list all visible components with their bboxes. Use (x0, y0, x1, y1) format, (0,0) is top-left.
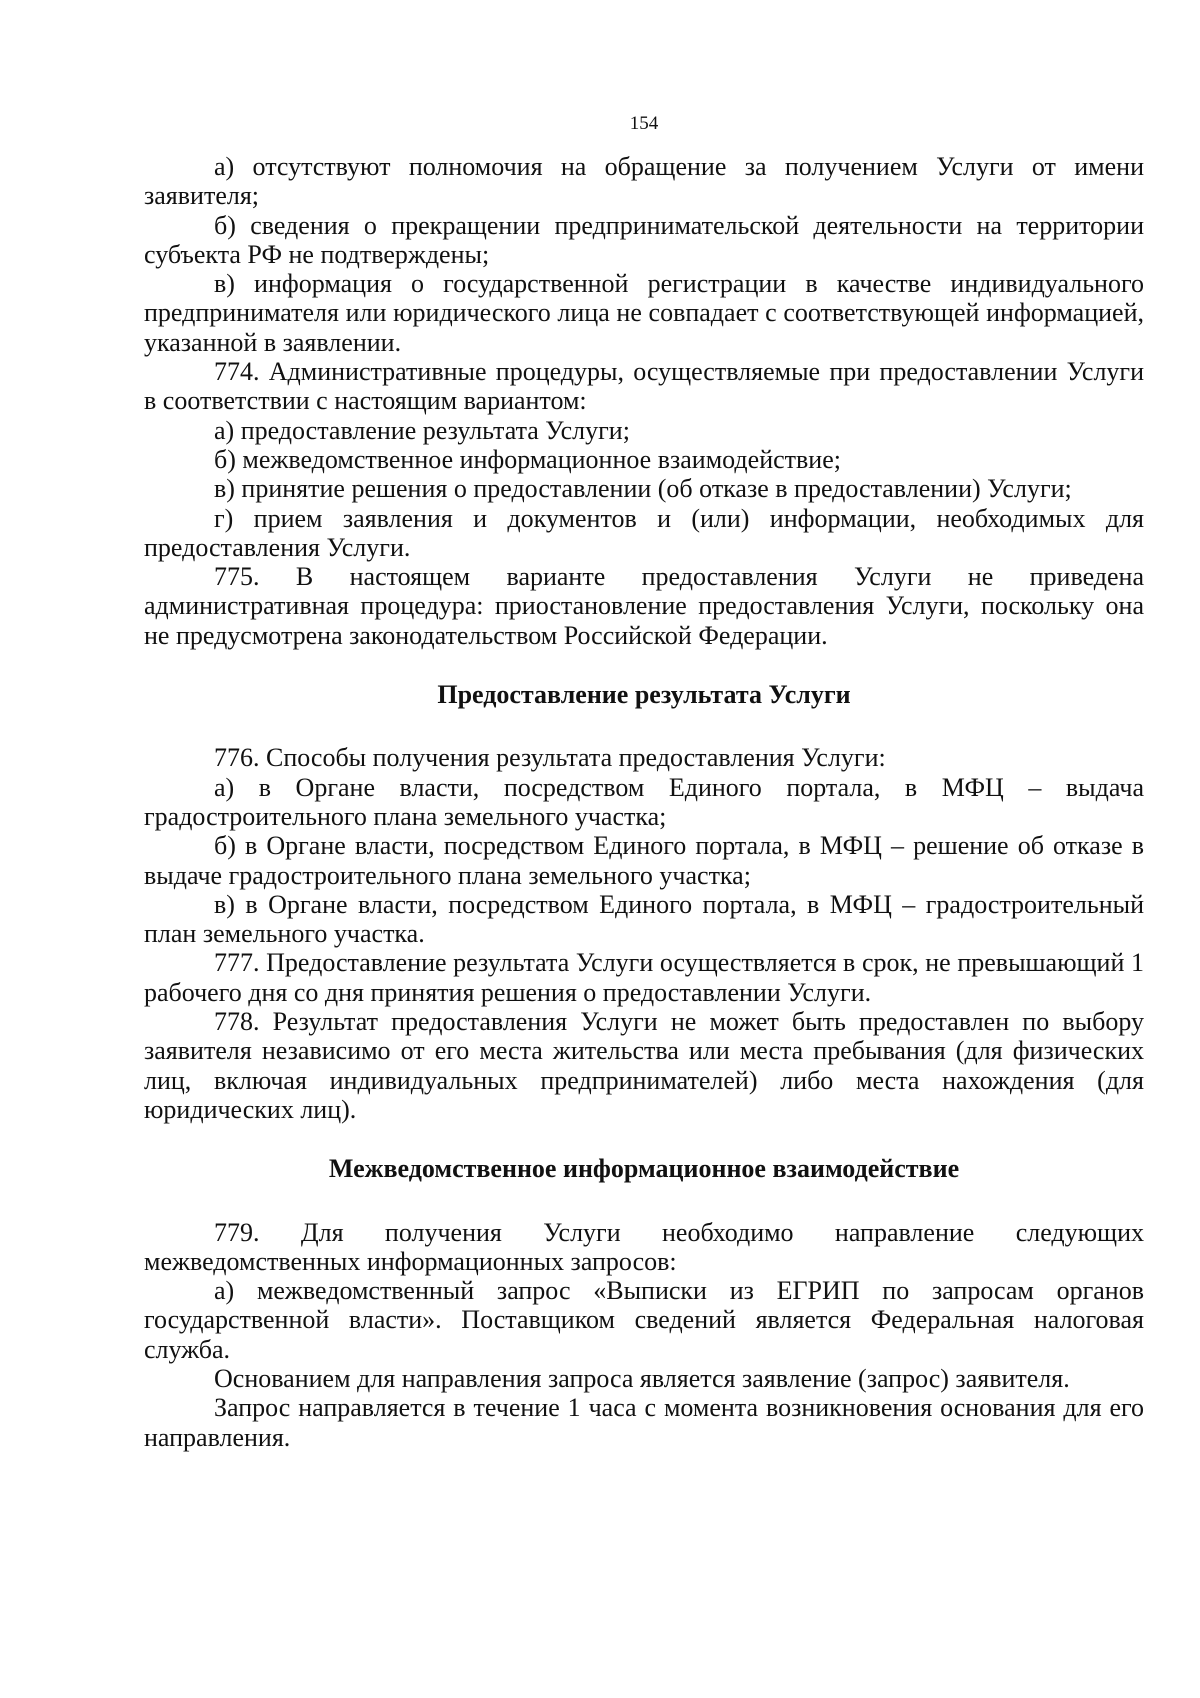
paragraph: а) межведомственный запрос «Выписки из ЕГРИП по запросам органов государственной власти». Поставщиком сведений является Федеральная налоговая служба. (144, 1276, 1144, 1364)
page-number: 154 (629, 113, 659, 134)
paragraph: 778. Результат предоставления Услуги не может быть предоставлен по выбору заявителя независимо от его места жительства или места пребывания (для физических лиц, включая индивидуальных предпринимателей) либо места нахождения (для юридических лиц). (144, 1007, 1144, 1124)
paragraph: б) межведомственное информационное взаимодействие; (214, 444, 841, 474)
paragraph: а) предоставление результата Услуги; (214, 415, 630, 445)
paragraph: 774. Административные процедуры, осуществляемые при предоставлении Услуги в соответствии с настоящим вариантом: (144, 357, 1144, 416)
paragraph: а) отсутствуют полномочия на обращение за получением Услуги от имени заявителя; (144, 152, 1144, 211)
paragraph: г) прием заявления и документов и (или) информации, необходимых для предоставления Услуги. (144, 503, 1144, 562)
paragraph: 779. Для получения Услуги необходимо направление следующих межведомственных информационных запросов: (144, 1217, 1144, 1276)
paragraph: в) принятие решения о предоставлении (об отказе в предоставлении) Услуги; (214, 474, 1072, 504)
paragraph: в) в Органе власти, посредством Единого портала, в МФЦ – градостроительный план земельного участка. (144, 889, 1144, 949)
section-interagency (144, 1218, 1144, 1452)
paragraph: б) сведения о прекращении предпринимательской деятельности на территории субъекта РФ не подтверждены; (144, 210, 1144, 269)
paragraph: в) информация о государственной регистрации в качестве индивидуального предпринимателя или юридического лица не совпадает с соответствующей информацией, указанной в заявлении. (144, 269, 1144, 357)
paragraph: Основанием для направления запроса является заявление (запрос) заявителя. (214, 1363, 1070, 1393)
paragraph: б) в Органе власти, посредством Единого портала, в МФЦ – решение об отказе в выдаче градостроительного плана земельного участка; (144, 831, 1144, 890)
paragraph: а) в Органе власти, посредством Единого портала, в МФЦ – выдача градостроительного плана земельного участка; (144, 772, 1144, 831)
paragraph: Запрос направляется в течение 1 часа с момента возникновения основания для его направления. (144, 1393, 1144, 1452)
paragraph: 777. Предоставление результата Услуги осуществляется в срок, не превышающий 1 рабочего дня со дня принятия решения о предоставлении Услуги. (144, 948, 1144, 1007)
section-heading: Предоставление результата Услуги (437, 680, 851, 710)
paragraph: 776. Способы получения результата предоставления Услуги: (214, 743, 886, 773)
section-result (144, 743, 1144, 1124)
section-heading: Межведомственное информационное взаимодействие (328, 1154, 960, 1184)
paragraph: 775. В настоящем варианте предоставления Услуги не приведена административная процедура: приостановление предоставления Услуги, поскольку она не предусмотрена законодательством Российской Федерации. (144, 562, 1144, 650)
document-page (144, 112, 1144, 1452)
section-intro (144, 152, 1144, 650)
